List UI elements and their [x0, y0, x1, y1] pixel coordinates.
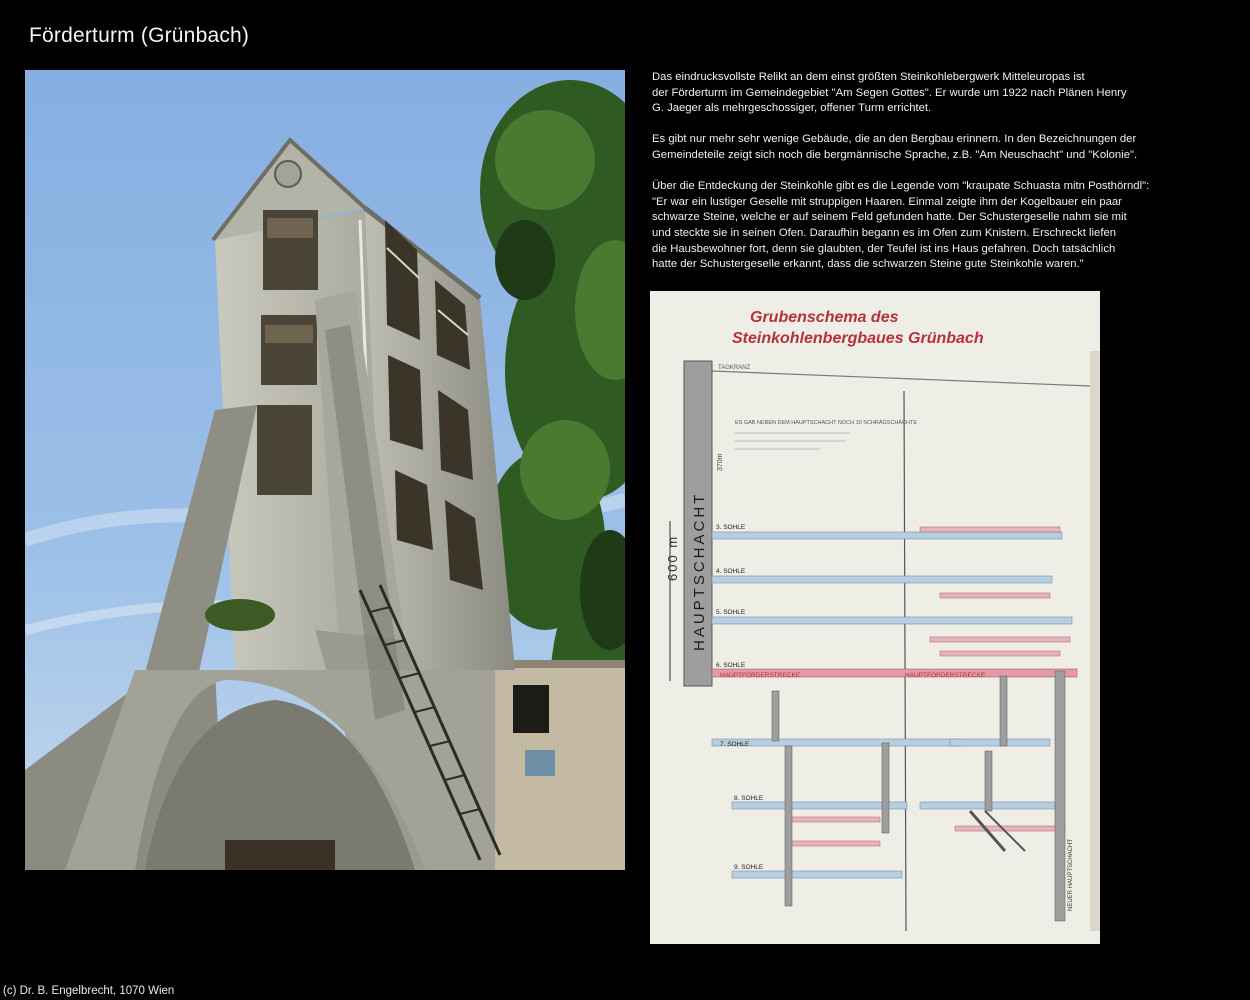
copyright-footer: (c) Dr. B. Engelbrecht, 1070 Wien: [3, 985, 175, 997]
description-paragraph-2: Es gibt nur mehr sehr wenige Gebäude, die an den Bergbau erinnern. In den Bezeichnungen der Gemeindeteile zeigt sich noch die bergmännische Sprache, z.B. "Am Neuschacht" und "Kolonie".: [652, 133, 1138, 161]
level-label-4: 4. SOHLE: [716, 568, 746, 575]
schematic-title-line2: Steinkohlenbergbaues Grünbach: [732, 330, 984, 347]
description-paragraph-3: Über die Entdeckung der Steinkohle gibt es die Legende vom "kraupate Schuasta mitn Posthörndl": "Er war ein lustiger Geselle mit struppigen Haaren. Einmal zeigte ihm der Kogelbauer ein paar schwarze Steine, welche er auf seinem Feld gefunden hatte. Der Schustergeselle nahm sie mit und steckte sie in seinen Ofen. Daraufhin begann es im Ofen zum Knistern. Erschreckt liefen die Hausbewohner fort, denn sie glaubten, der Teufel ist ins Haus gefahren. Doch tatsächlich hatte der Schustergeselle erkannt, dass die schwarzen Steine gute Steinkohle waren.": [652, 180, 1150, 271]
description-paragraph-1: Das eindrucksvollste Relikt an dem einst größten Steinkohlebergwerk Mitteleuropas ist der Förderturm im Gemeindegebiet "Am Segen Gottes". Er wurde um 1922 nach Plänen Henry G. Jaeger als mehrgeschossiger, offener Turm errichtet.: [652, 71, 1127, 115]
schematic-title-line1: Grubenschema des: [750, 309, 899, 326]
schematic-note: ES GAB NEBEN DEM HAUPTSCHACHT NOCH 10 SCHRÄGSCHÄCHTE: [735, 420, 918, 426]
description-text: [652, 70, 1192, 288]
mine-schematic-drawing: [650, 291, 1100, 944]
page-title: Förderturm (Grünbach): [29, 24, 250, 47]
level-label-6: 6. SOHLE: [716, 662, 746, 669]
tower-photo: [25, 70, 625, 870]
depth-label: 600 m: [665, 534, 680, 581]
right-shaft-label: NEUER HAUPTSCHACHT: [1068, 838, 1074, 911]
main-gallery-label-left: HAUPTFÖRDERSTRECKE: [720, 672, 801, 679]
shaft-label: HAUPTSCHACHT: [691, 491, 708, 651]
level-label-3: 3. SOHLE: [716, 524, 746, 531]
tower-illustration: [25, 70, 625, 870]
mine-schematic: [650, 291, 1100, 944]
surface-label: TAGKRANZ: [718, 365, 751, 371]
level-label-7: 7. SOHLE: [720, 741, 750, 748]
level-label-5: 5. SOHLE: [716, 609, 746, 616]
depth-top-label: 370m: [717, 453, 724, 471]
level-label-9: 9. SOHLE: [734, 864, 764, 871]
level-label-8: 8. SOHLE: [734, 795, 764, 802]
main-gallery-label-right: HAUPTFÖRDERSTRECKE: [905, 672, 986, 679]
